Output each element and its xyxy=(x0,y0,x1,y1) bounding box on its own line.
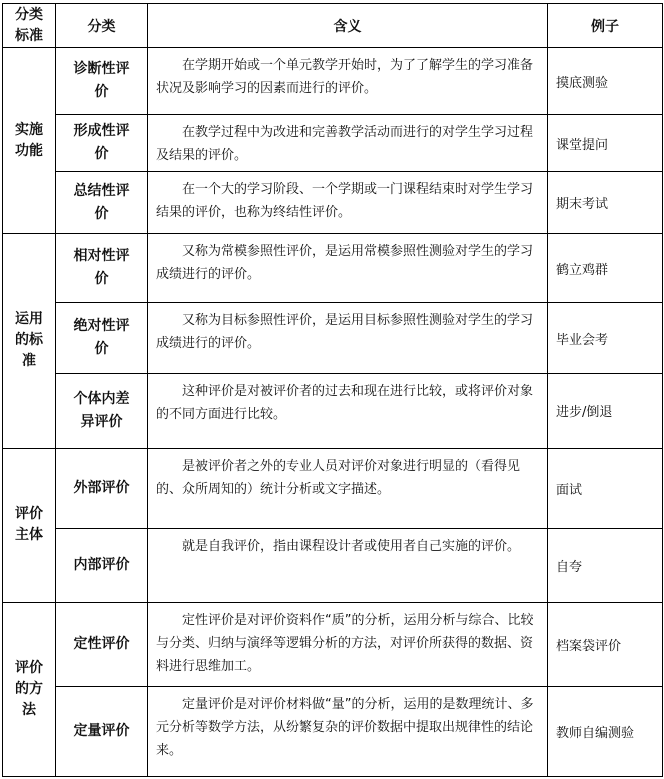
row-type: 定量评价 xyxy=(56,686,148,776)
table-row xyxy=(3,686,663,776)
row-meaning: 定量评价是对评价材料做“量”的分析，运用的是数理统计、多元分析等数学方法，从纷繁复杂的评价数据中提取出规律性的结论来。 xyxy=(148,686,548,776)
row-example: 进步/倒退 xyxy=(548,374,663,448)
row-meaning: 又称为目标参照性评价，是运用目标参照性测验对学生的学习成绩进行的评价。 xyxy=(148,303,548,374)
table-row xyxy=(3,172,663,234)
header-category: 分类 xyxy=(56,4,148,48)
group-standard: 运用的标准 xyxy=(3,234,56,448)
table-row xyxy=(3,374,663,448)
header-standard: 分类标准 xyxy=(3,4,56,48)
row-meaning: 在教学过程中为改进和完善教学活动而进行的对学生学习过程及结果的评价。 xyxy=(148,115,548,172)
group-standard: 实施功能 xyxy=(3,48,56,234)
evaluation-classification-table xyxy=(2,3,663,777)
row-example: 摸底测验 xyxy=(548,48,663,115)
row-type: 外部评价 xyxy=(56,448,148,528)
row-type: 形成性评价 xyxy=(56,115,148,172)
row-type: 定性评价 xyxy=(56,602,148,686)
row-meaning: 这种评价是对被评价者的过去和现在进行比较，或将评价对象的不同方面进行比较。 xyxy=(148,374,548,448)
table-row xyxy=(3,528,663,602)
row-example: 毕业会考 xyxy=(548,303,663,374)
row-example: 自夸 xyxy=(548,528,663,602)
row-example: 档案袋评价 xyxy=(548,602,663,686)
row-type: 绝对性评价 xyxy=(56,303,148,374)
header-row xyxy=(3,4,663,48)
row-type: 诊断性评价 xyxy=(56,48,148,115)
row-example: 鹤立鸡群 xyxy=(548,234,663,303)
row-type: 总结性评价 xyxy=(56,172,148,234)
row-type: 相对性评价 xyxy=(56,234,148,303)
table-row xyxy=(3,303,663,374)
row-meaning: 是被评价者之外的专业人员对评价对象进行明显的（看得见的、众所周知的）统计分析或文字描述。 xyxy=(148,448,548,528)
table-row xyxy=(3,48,663,115)
row-example: 期末考试 xyxy=(548,172,663,234)
row-example: 面试 xyxy=(548,448,663,528)
row-meaning: 又称为常模参照性评价，是运用常模参照性测验对学生的学习成绩进行的评价。 xyxy=(148,234,548,303)
row-example: 教师自编测验 xyxy=(548,686,663,776)
row-type: 个体内差异评价 xyxy=(56,374,148,448)
table-row xyxy=(3,448,663,528)
group-standard: 评价的方法 xyxy=(3,602,56,776)
table-row xyxy=(3,602,663,686)
header-example: 例子 xyxy=(548,4,663,48)
group-standard: 评价主体 xyxy=(3,448,56,602)
row-meaning: 在学期开始或一个单元教学开始时，为了了解学生的学习准备状况及影响学习的因素而进行的评价。 xyxy=(148,48,548,115)
header-meaning: 含义 xyxy=(148,4,548,48)
row-meaning: 定性评价是对评价资料作“质”的分析，运用分析与综合、比较与分类、归纳与演绎等逻辑分析的方法，对评价所获得的数据、资料进行思维加工。 xyxy=(148,602,548,686)
row-type: 内部评价 xyxy=(56,528,148,602)
table-row xyxy=(3,234,663,303)
row-meaning: 在一个大的学习阶段、一个学期或一门课程结束时对学生学习结果的评价，也称为终结性评价。 xyxy=(148,172,548,234)
row-meaning: 就是自我评价，指由课程设计者或使用者自己实施的评价。 xyxy=(148,528,548,602)
table-row xyxy=(3,115,663,172)
row-example: 课堂提问 xyxy=(548,115,663,172)
